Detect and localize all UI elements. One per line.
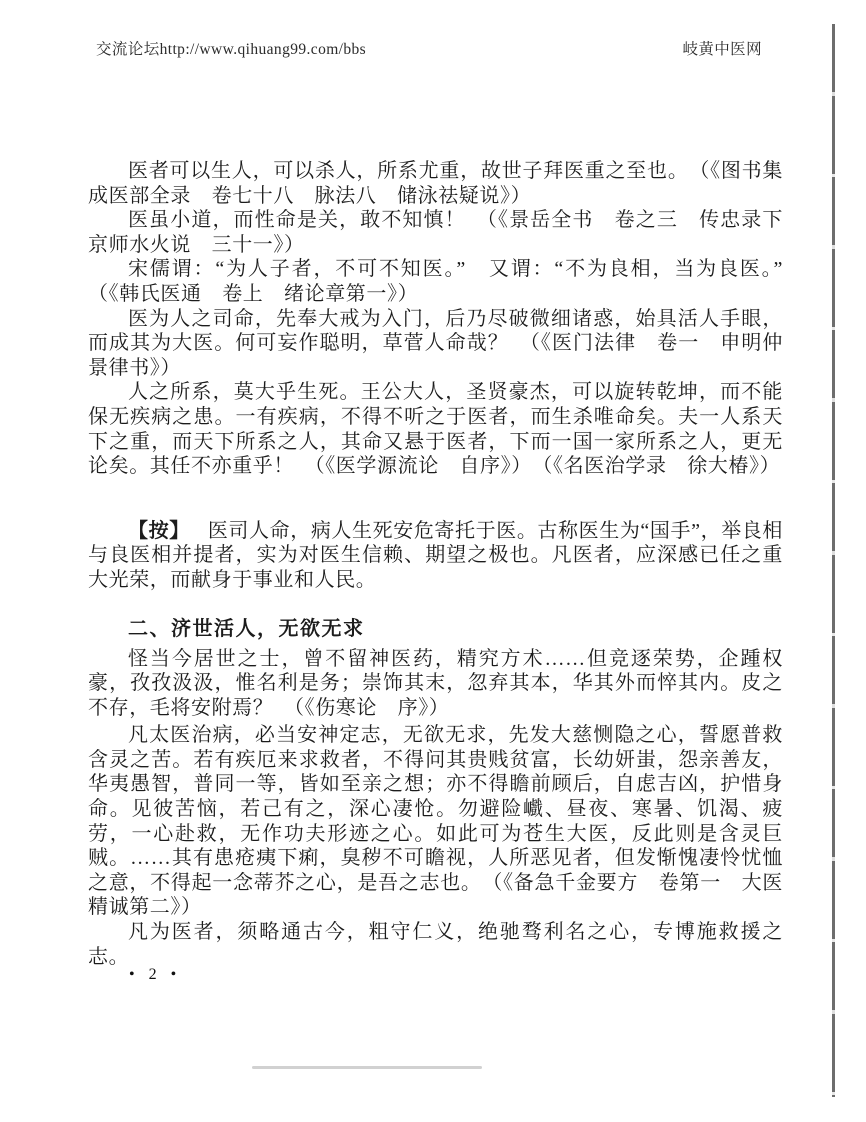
- editor-note: [88, 519, 783, 593]
- page-number: • 2 •: [129, 966, 182, 983]
- quote-paragraph: 医者可以生人，可以杀人，所系尤重，故世子拜医重之至也。 （《图书集成医部全录 卷七十八 脉法八 储泳祛疑说》）: [88, 160, 783, 207]
- header-forum-url: 交流论坛http://www.qihuang99.com/bbs: [96, 41, 367, 58]
- quote-paragraph: 宋儒谓：“为人子者，不可不知医。” 又谓：“不为良相，当为良医。” （《韩氏医通 卷上 绪论章第一》）: [88, 258, 804, 305]
- quote-paragraph: 医虽小道，而性命是关，敢不知慎！ （《景岳全书 卷之三 传忠录下 京师水火说 三十一》）: [88, 209, 804, 256]
- scan-artifact: [252, 1066, 482, 1069]
- quote-paragraph: 医为人之司命，先奉大戒为入门，后乃尽破微细诸惑，始具活人手眼，而成其为大医。何可妄作聪明，草菅人命哉？ （《医门法律 卷一 申明仲景律书》）: [88, 307, 783, 379]
- right-margin-rule: [832, 24, 835, 1097]
- editor-note-label: 【按】: [128, 519, 190, 542]
- quote-paragraph: 怪当今居世之士，曾不留神医药，精究方术……但竞逐荣势，企踵权豪，孜孜汲汲，惟名利是务；崇饰其末，忽弃其本，华其外而悴其内。皮之不存，毛将安附焉？ （《伤寒论 序》）: [88, 647, 783, 719]
- quote-paragraph: 人之所系，莫大乎生死。王公大人，圣贤豪杰，可以旋转乾坤，而不能保无疾病之患。一有疾病，不得不听之于医者，而生杀唯命矣。夫一人系天下之重，而天下所系之人，其命又悬于医者，下而一国一家所系之人，更无论矣。其任不亦重乎！ （《医学源流论 自序》） （《名医治学录 徐大椿》）: [88, 381, 783, 478]
- quote-paragraph: 凡为医者，须略通古今，粗守仁义，绝驰骛利名之心，专博施救援之志。: [88, 921, 783, 968]
- editor-note-text: 医司人命，病人生死安危寄托于医。古称医生为“国手”，举良相与良医相并提者，实为对医生信赖、期望之极也。凡医者，应深感已任之重大光荣，而献身于事业和人民。: [88, 519, 783, 591]
- page-header: [96, 37, 762, 59]
- header-site-name: 岐黄中医网: [682, 41, 762, 58]
- section-heading: 二、济世活人，无欲无求: [128, 617, 365, 640]
- quote-paragraph: 凡太医治病，必当安神定志，无欲无求，先发大慈恻隐之心，誓愿普救含灵之苦。若有疾厄来求救者，不得问其贵贱贫富，长幼妍蚩，怨亲善友，华夷愚智，普同一等，皆如至亲之想；亦不得瞻前顾后，自虑吉凶，护惜身命。见彼苦恼，若己有之，深心凄怆。勿避险巇、昼夜、寒暑、饥渴、疲劳，一心赴救，无作功夫形迹之心。如此可为苍生大医，反此则是含灵巨贼。……其有患疮痍下痢，臭秽不可瞻视，人所恶见者，但发惭愧凄怜忧恤之意，不得起一念蒂芥之心，是吾之志也。 （《备急千金要方 卷第一 大医精诚第二》）: [88, 724, 783, 919]
- page-content: [88, 159, 804, 969]
